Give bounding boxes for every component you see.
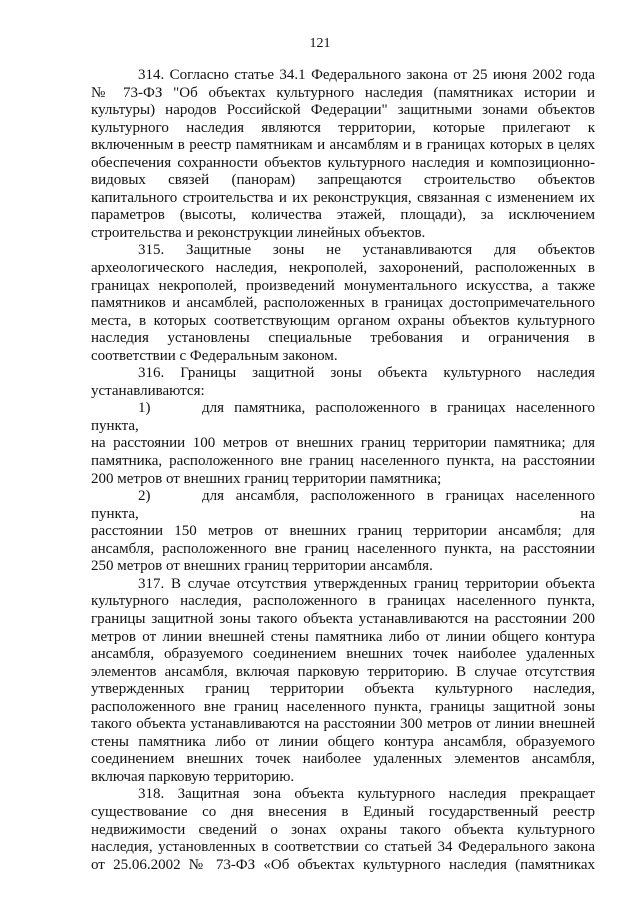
paragraph-318-line: наследия, установленных в соответствии со статьей 34 Федерального закона <box>91 839 595 856</box>
list-item-1-text: для памятника, расположенного в границах населенного пункта, <box>91 400 595 434</box>
list-item-1-line: памятника, расположенного вне границ населенного пункта, на расстоянии <box>91 453 595 470</box>
paragraph-314-line: 314. Согласно статье 34.1 Федерального закона от 25 июня 2002 года <box>138 67 595 83</box>
list-item-1-line: 200 метров от внешних границ территории памятника; <box>91 470 442 487</box>
paragraph-315-line: археологического наследия, некрополей, захоронений, расположенных в <box>91 260 595 277</box>
paragraph-316-line: 316. Границы защитной зоны объекта культурного наследия <box>138 365 595 382</box>
paragraph-317-line: стены памятника либо от линии общего контура ансамбля, образуемого <box>91 733 595 750</box>
paragraph-317-line: 317. В случае отсутствия утвержденных границ территории объекта <box>138 575 595 592</box>
list-item-1-line <box>91 400 595 435</box>
paragraph-317-line: соединением внешних точек наиболее удаленных элементов ансамбля, <box>91 751 595 768</box>
list-item-1-line: на расстоянии 100 метров от внешних границ территории памятника; для <box>91 435 595 452</box>
paragraph-317-line: утвержденных границ территории объекта культурного наследия, <box>91 681 595 698</box>
paragraph-314-line: параметров (высоты, количества этажей, площади), за исключением <box>91 207 595 224</box>
paragraph-318-line: недвижимости сведений о зонах охраны такого объекта культурного <box>91 821 595 838</box>
paragraph-318-line: существование со дня внесения в Единый государственный реестр <box>91 803 595 820</box>
list-item-2-text: для ансамбля, расположенного в границах населенного пункта, на <box>91 488 595 522</box>
paragraph-315-line: места, в которых соответствующим органом охраны объектов культурного <box>91 312 595 329</box>
list-item-2-number: 2) <box>138 488 151 505</box>
page-number: 121 <box>309 36 331 51</box>
paragraph-314-line: культуры) народов Российской Федерации" защитными зонами объектов <box>91 102 595 119</box>
list-item-2-line <box>91 488 595 523</box>
paragraph-317-line: культурного наследия, расположенного в границах населенного пункта, <box>91 593 595 610</box>
paragraph-317-line: ансамбля, образуемого соединением внешних точек наиболее удаленных <box>91 646 595 663</box>
paragraph-317-line: включая парковую территорию. <box>91 768 295 785</box>
paragraph-318-line: от 25.06.2002 № 73-ФЗ «Об объектах культурного наследия (памятниках <box>91 856 595 873</box>
paragraph-317-line: элементов ансамбля, включая парковую территорию. В случае отсутствия <box>91 663 595 680</box>
list-item-2-line: расстоянии 150 метров от внешних границ территории ансамбля; для <box>91 523 595 540</box>
paragraph-314-line: обеспечения сохранности объектов культурного наследия и композиционно- <box>91 154 595 171</box>
paragraph-314-line: включенным в реестр памятникам и ансамблям и в границах которых в целях <box>91 137 595 154</box>
paragraph-315-line: соответствии с Федеральным законом. <box>91 347 338 364</box>
paragraph-314-line: капитального строительства и их реконструкция, связанная с изменением их <box>91 189 595 206</box>
paragraph-315-line: границах некрополей, произведений монументального искусства, а также <box>91 277 595 294</box>
document-body <box>91 67 595 874</box>
paragraph-317-line: границы защитной зоны такого объекта устанавливаются на расстоянии 200 <box>91 610 595 627</box>
list-item-2-line: ансамбля, расположенного вне границ населенного пункта, на расстоянии <box>91 540 595 557</box>
paragraph-318-line: 318. Защитная зона объекта культурного наследия прекращает <box>138 786 595 803</box>
paragraph-314-line: культурного наследия являются территории, которые прилегают к <box>91 119 595 136</box>
paragraph-314-line: строительства и реконструкции линейных объектов. <box>91 224 426 241</box>
paragraph-317-line: метров от линии внешней стены памятника либо от линии общего контура <box>91 628 595 645</box>
paragraph-315-line: памятников и ансамблей, расположенных в границах достопримечательного <box>91 295 595 312</box>
paragraph-317-line: расположенного вне границ населенного пункта, границы защитной зоны <box>91 698 595 715</box>
list-item-2-line: 250 метров от внешних границ территории ансамбля. <box>91 558 433 575</box>
paragraph-316-line: устанавливаются: <box>91 382 205 399</box>
list-item-1-number: 1) <box>138 400 151 417</box>
paragraph-314-line: видовых связей (панорам) запрещаются строительство объектов <box>91 172 595 189</box>
paragraph-315-line: 315. Защитные зоны не устанавливаются для объектов <box>138 242 595 259</box>
paragraph-315-line: наследия установлены специальные требования и ограничения в <box>91 330 595 347</box>
paragraph-314-line: № 73-ФЗ "Об объектах культурного наследия (памятниках истории и <box>91 84 595 101</box>
paragraph-317-line: такого объекта устанавливаются на расстоянии 300 метров от линии внешней <box>91 716 595 733</box>
